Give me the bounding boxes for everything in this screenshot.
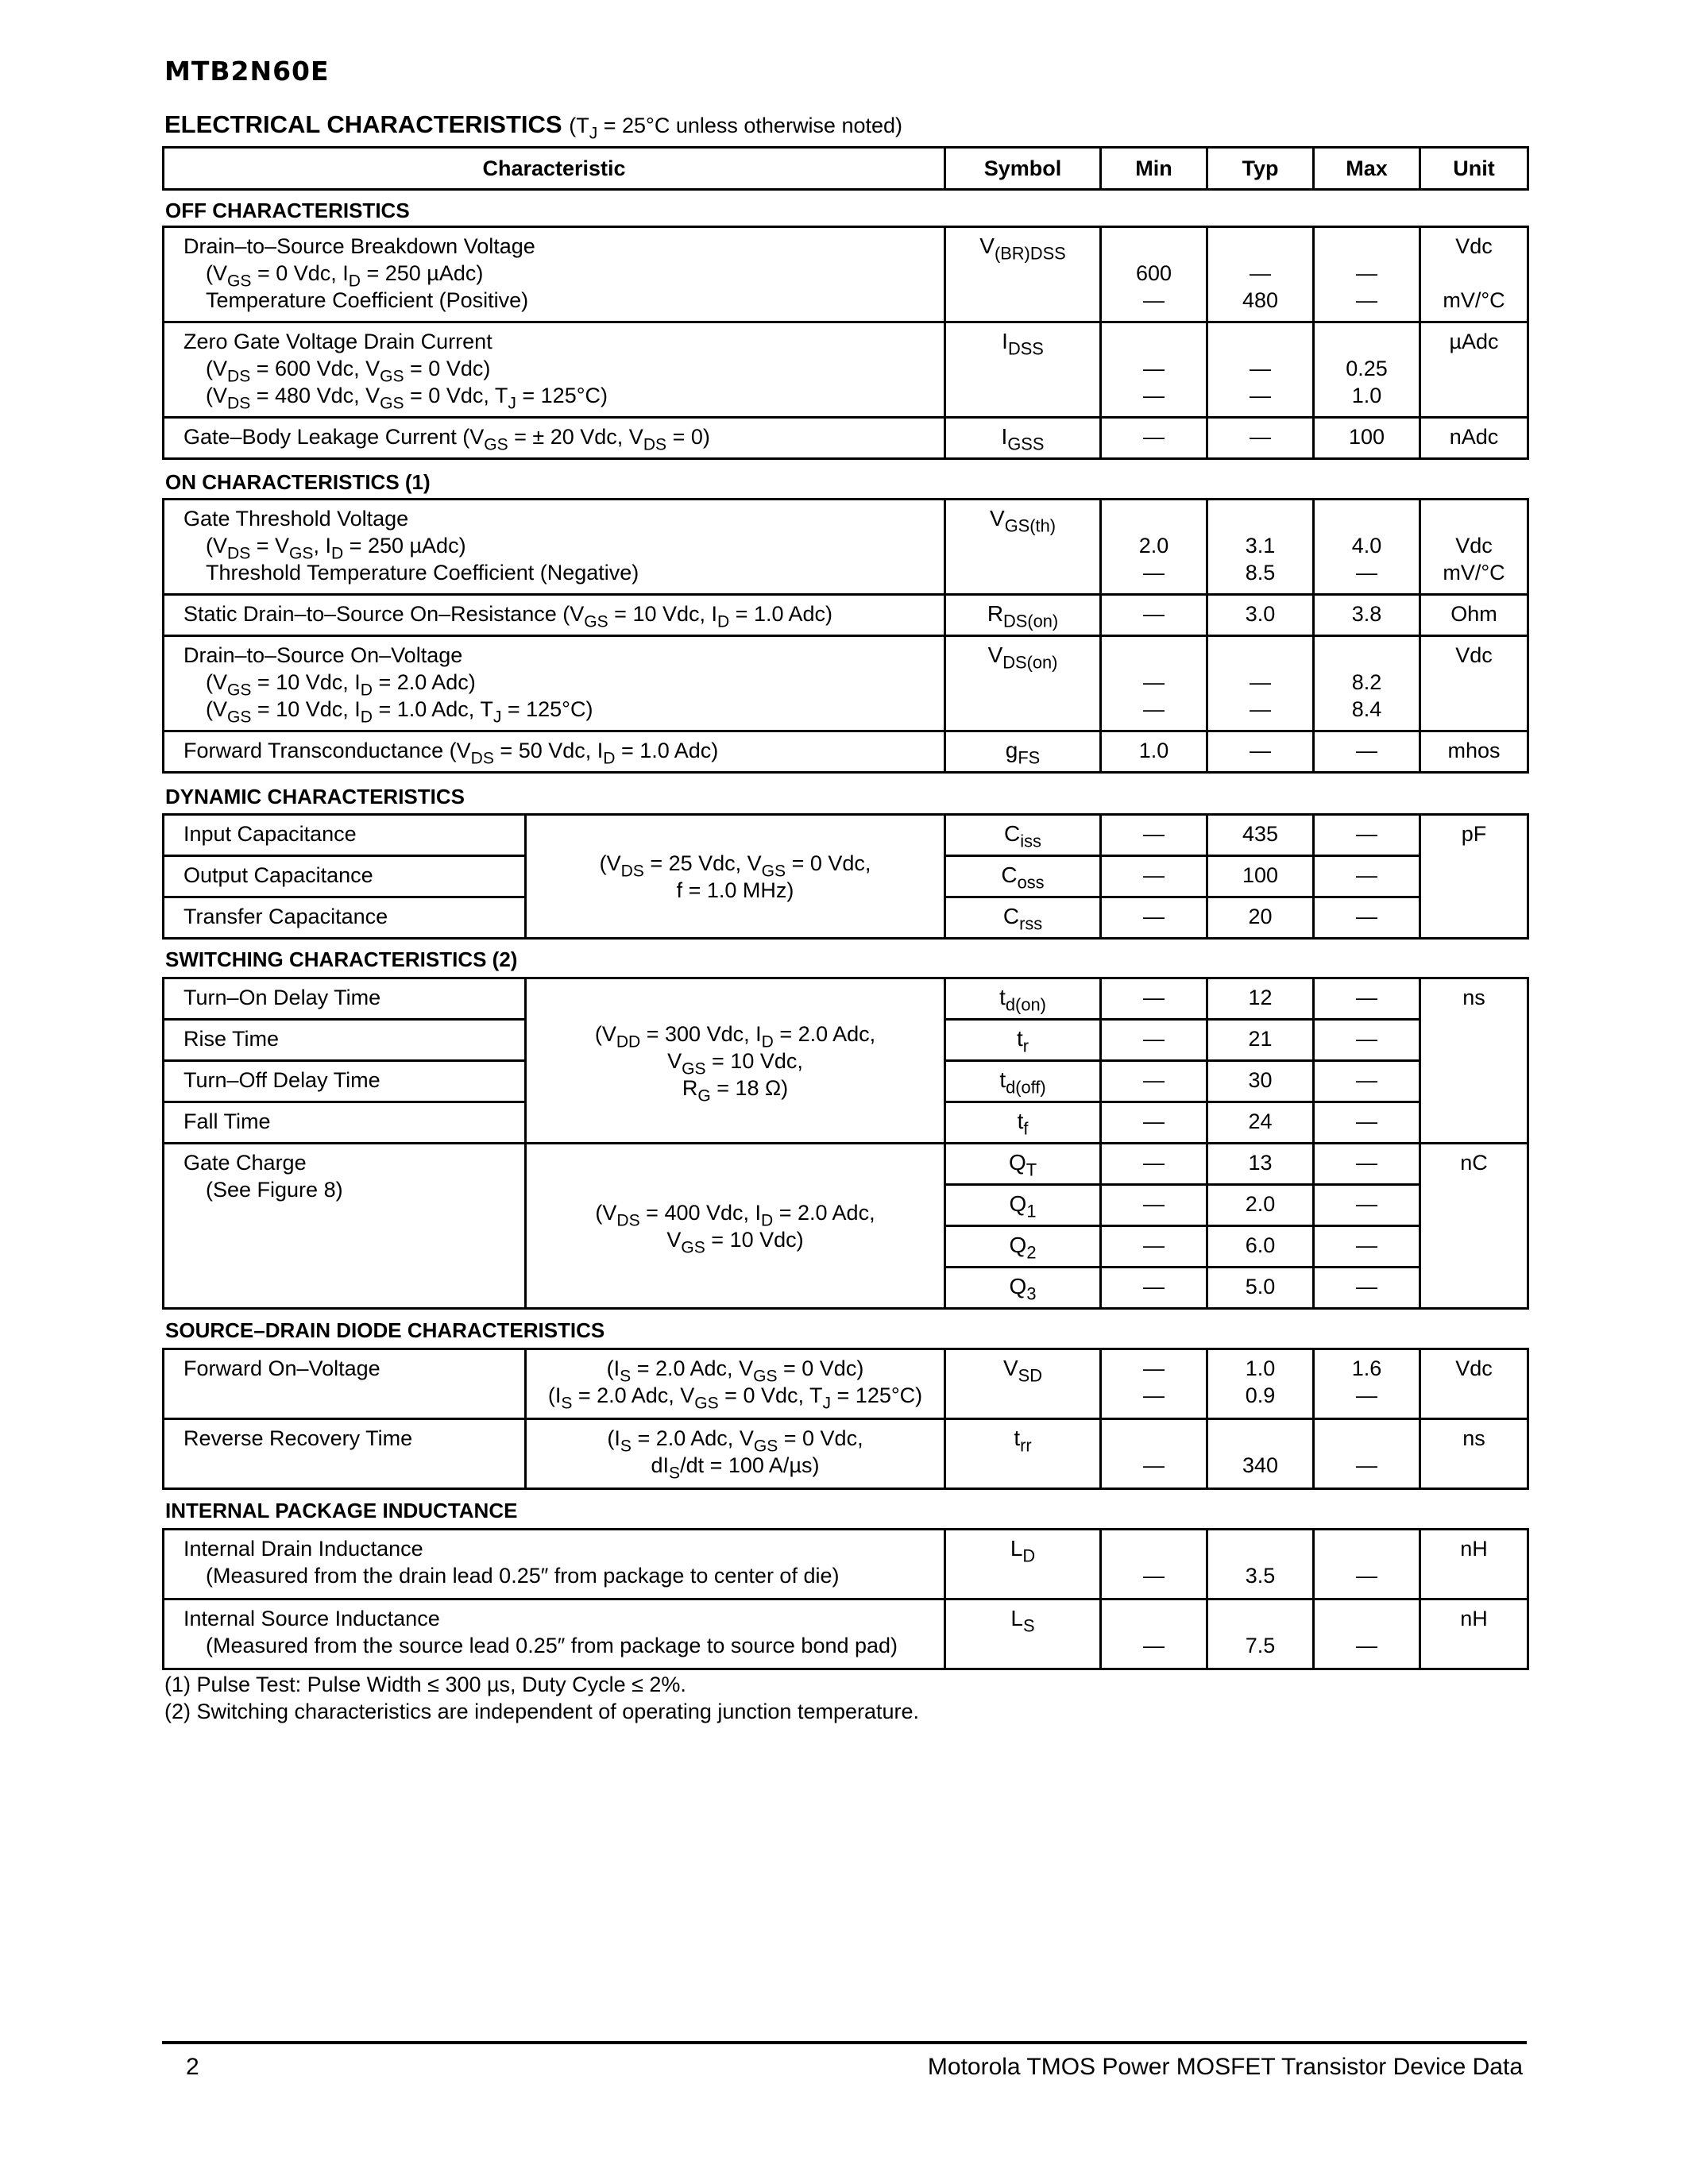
table-row [164,1530,1528,1599]
section-off: OFF CHARACTERISTICS [165,199,410,222]
symbol-cell: $R_{DS(on)}$ [945,595,1101,636]
characteristic-cell: Input Capacitance [164,815,526,856]
section-switching: SWITCHING CHARACTERISTICS (2) [165,947,518,971]
symbol-cell: $Q_2$ [945,1226,1101,1268]
min-cell: — [1101,1061,1207,1102]
characteristic-cell: Static Drain–to–Source On–Resistance ($V_{GS} = 10$ Vdc, $I_D = 1.0$ Adc) [164,595,945,636]
symbol-cell: $I_{GSS}$ [945,418,1101,459]
symbol-cell: $V_{SD}$ [945,1349,1101,1419]
min-cell: — [1101,1102,1207,1144]
min-cell: — [1101,897,1207,939]
section-inductance: INTERNAL PACKAGE INDUCTANCE [165,1499,518,1522]
symbol-cell: $V_{DS(on)}$ [945,636,1101,731]
characteristic-cell: Forward Transconductance ($V_{DS} = 50$ Vdc, $I_D = 1.0$ Adc) [164,731,945,773]
characteristic-cell: Reverse Recovery Time [164,1419,526,1489]
col-characteristic: Characteristic [164,148,945,190]
min-cell: — [1101,1226,1207,1268]
max-cell: — [1314,897,1420,939]
min-cell: — [1101,1268,1207,1309]
footnote: (2) Switching characteristics are independent of operating junction temperature. [164,1700,920,1723]
page-number: 2 [186,2054,199,2080]
max-cell: — [1314,815,1420,856]
max-cell: 4.0 — [1314,500,1420,595]
table-row [164,595,1528,636]
typ-cell: 24 [1207,1102,1314,1144]
typ-cell: 7.5 [1207,1599,1314,1669]
switching-table [162,977,1529,1310]
characteristic-cell: Gate–Body Leakage Current ($V_{GS}$ = ± 20 Vdc, $V_{DS} = 0$) [164,418,945,459]
unit-cell: Vdc [1420,636,1528,731]
condition-cell: ($I_S = 2.0$ Adc, $V_{GS} = 0$ Vdc) ($I_S = 2.0$ Adc, $V_{GS} = 0$ Vdc, $T_J = 125^\circ C$) [526,1349,945,1419]
characteristic-cell: Forward On–Voltage [164,1349,526,1419]
symbol-cell: $Q_T$ [945,1144,1101,1185]
typ-cell: 3.1 8.5 [1207,500,1314,595]
symbol-cell: $t_{d(on)}$ [945,978,1101,1020]
symbol-cell: $C_{rss}$ [945,897,1101,939]
table-row [164,418,1528,459]
characteristic-cell: Internal Source Inductance (Measured from the source lead 0.25″ from package to source bond pad) [164,1599,945,1669]
header-table [162,146,1529,191]
unit-cell: Ohm [1420,595,1528,636]
min-cell: — [1101,1185,1207,1226]
min-cell: — — [1101,636,1207,731]
symbol-cell: $V_{(BR)DSS}$ [945,227,1101,322]
min-cell: — — [1101,322,1207,418]
max-cell: — [1314,1061,1420,1102]
typ-cell: — 480 [1207,227,1314,322]
footer-title: Motorola TMOS Power MOSFET Transistor Device Data [927,2054,1523,2080]
table-row [164,500,1528,595]
symbol-cell: $V_{GS(th)}$ [945,500,1101,595]
min-cell: — [1101,1599,1207,1669]
min-cell: 600 — [1101,227,1207,322]
max-cell: — [1314,1419,1420,1489]
symbol-cell: $Q_1$ [945,1185,1101,1226]
table-row [164,1419,1528,1489]
typ-cell: — [1207,731,1314,773]
typ-cell: — — [1207,322,1314,418]
characteristic-cell: Internal Drain Inductance (Measured from the drain lead 0.25″ from package to center of die) [164,1530,945,1599]
max-cell: — [1314,731,1420,773]
col-min: Min [1101,148,1207,190]
dynamic-table [162,813,1529,940]
characteristic-cell: Drain–to–Source On–Voltage ($V_{GS} = 10$ Vdc, $I_D = 2.0$ Adc) ($V_{GS} = 10$ Vdc, $I_D = 1.0$ Adc, $T_J = 125^\circ C$) [164,636,945,731]
typ-cell: 21 [1207,1020,1314,1061]
table-row [164,636,1528,731]
symbol-cell: $I_{DSS}$ [945,322,1101,418]
symbol-cell: $Q_3$ [945,1268,1101,1309]
unit-cell: nH [1420,1599,1528,1669]
characteristic-cell: Rise Time [164,1020,526,1061]
section-dynamic: DYNAMIC CHARACTERISTICS [165,785,465,808]
col-unit: Unit [1420,148,1528,190]
unit-cell: ns [1420,978,1528,1144]
symbol-cell: $L_S$ [945,1599,1101,1669]
unit-cell: nAdc [1420,418,1528,459]
off-table [162,226,1529,460]
min-cell: — [1101,856,1207,897]
table-row [164,1599,1528,1669]
typ-cell: 20 [1207,897,1314,939]
max-cell: — — [1314,227,1420,322]
heading-title: ELECTRICAL CHARACTERISTICS [164,110,562,138]
unit-cell: Vdc [1420,1349,1528,1419]
max-cell: — [1314,978,1420,1020]
max-cell: — [1314,1226,1420,1268]
typ-cell: 1.0 0.9 [1207,1349,1314,1419]
unit-cell: nH [1420,1530,1528,1599]
characteristic-cell: Output Capacitance [164,856,526,897]
characteristic-cell: Transfer Capacitance [164,897,526,939]
max-cell: 1.6 — [1314,1349,1420,1419]
unit-cell: ns [1420,1419,1528,1489]
max-cell: — [1314,1102,1420,1144]
typ-cell: 6.0 [1207,1226,1314,1268]
typ-cell: — — [1207,636,1314,731]
col-typ: Typ [1207,148,1314,190]
characteristic-cell: Drain–to–Source Breakdown Voltage ($V_{GS} = 0$ Vdc, $I_D = 250$ µAdc) Temperature Coefficient (Positive) [164,227,945,322]
max-cell: 8.2 8.4 [1314,636,1420,731]
characteristic-cell: Gate Charge (See Figure 8) [164,1144,526,1309]
on-table [162,498,1529,774]
characteristic-cell: Turn–Off Delay Time [164,1061,526,1102]
characteristic-cell: Gate Threshold Voltage ($V_{DS} = V_{GS}$, $I_D = 250$ µAdc) Threshold Temperature Coefficient (Negative) [164,500,945,595]
condition-cell: ($I_S = 2.0$ Adc, $V_{GS} = 0$ Vdc, $dI_S/dt = 100$ A/µs) [526,1419,945,1489]
characteristic-cell: Turn–On Delay Time [164,978,526,1020]
condition-cell: ($V_{DD} = 300$ Vdc, $I_D = 2.0$ Adc, $V_{GS} = 10$ Vdc, $R_G = 18$ Ω) [526,978,945,1144]
max-cell: — [1314,1185,1420,1226]
table-row [164,1349,1528,1419]
typ-cell: 2.0 [1207,1185,1314,1226]
symbol-cell: $C_{iss}$ [945,815,1101,856]
condition-cell: ($V_{DS} = 400$ Vdc, $I_D = 2.0$ Adc, $V_{GS} = 10$ Vdc) [526,1144,945,1309]
table-row [164,1144,1528,1185]
footer-rule [162,2041,1527,2044]
typ-cell: 12 [1207,978,1314,1020]
min-cell: — [1101,1419,1207,1489]
table-row [164,731,1528,773]
symbol-cell: $t_{rr}$ [945,1419,1101,1489]
min-cell: — [1101,815,1207,856]
min-cell: — [1101,978,1207,1020]
max-cell: — [1314,1268,1420,1309]
min-cell: 1.0 [1101,731,1207,773]
max-cell: 100 [1314,418,1420,459]
min-cell: — [1101,1144,1207,1185]
min-cell: — [1101,1020,1207,1061]
typ-cell: 13 [1207,1144,1314,1185]
typ-cell: 100 [1207,856,1314,897]
column-header-row [164,148,1528,190]
typ-cell: 30 [1207,1061,1314,1102]
typ-cell: 5.0 [1207,1268,1314,1309]
footnote: (1) Pulse Test: Pulse Width ≤ 300 µs, Duty Cycle ≤ 2%. [164,1673,686,1696]
characteristic-cell: Zero Gate Voltage Drain Current ($V_{DS} = 600$ Vdc, $V_{GS} = 0$ Vdc) ($V_{DS} = 480$ Vdc, $V_{GS} = 0$ Vdc, $T_J = 125^\circ C$) [164,322,945,418]
min-cell: — — [1101,1349,1207,1419]
characteristic-cell: Fall Time [164,1102,526,1144]
max-cell: 3.8 [1314,595,1420,636]
max-cell: — [1314,856,1420,897]
unit-cell: nC [1420,1144,1528,1309]
typ-cell: 3.0 [1207,595,1314,636]
table-row [164,227,1528,322]
symbol-cell: $t_{d(off)}$ [945,1061,1101,1102]
table-row [164,322,1528,418]
section-heading [164,110,903,143]
symbol-cell: $C_{oss}$ [945,856,1101,897]
unit-cell: pF [1420,815,1528,939]
inductance-table [162,1528,1529,1670]
max-cell: 0.25 1.0 [1314,322,1420,418]
heading-condition: ($T_J = 25^\circ C$ unless otherwise noted) [569,114,903,143]
symbol-cell: $g_{FS}$ [945,731,1101,773]
table-row [164,815,1528,856]
typ-cell: 435 [1207,815,1314,856]
unit-cell: µAdc [1420,322,1528,418]
condition-cell: ($V_{DS} = 25$ Vdc, $V_{GS} = 0$ Vdc, f = 1.0 MHz) [526,815,945,939]
footnotes [164,1671,919,1725]
min-cell: — [1101,595,1207,636]
part-number: MTB2N60E [164,56,330,87]
section-on: ON CHARACTERISTICS (1) [165,470,431,494]
table-row [164,978,1528,1020]
section-diode: SOURCE–DRAIN DIODE CHARACTERISTICS [165,1318,605,1342]
symbol-cell: $t_f$ [945,1102,1101,1144]
typ-cell: 3.5 [1207,1530,1314,1599]
max-cell: — [1314,1599,1420,1669]
col-max: Max [1314,148,1420,190]
col-symbol: Symbol [945,148,1101,190]
diode-table [162,1348,1529,1490]
max-cell: — [1314,1020,1420,1061]
typ-cell: — [1207,418,1314,459]
max-cell: — [1314,1530,1420,1599]
min-cell: — [1101,1530,1207,1599]
min-cell: — [1101,418,1207,459]
min-cell: 2.0 — [1101,500,1207,595]
symbol-cell: $L_D$ [945,1530,1101,1599]
unit-cell: Vdc mV/°C [1420,227,1528,322]
max-cell: — [1314,1144,1420,1185]
typ-cell: 340 [1207,1419,1314,1489]
unit-cell: mhos [1420,731,1528,773]
unit-cell: Vdc mV/°C [1420,500,1528,595]
symbol-cell: $t_r$ [945,1020,1101,1061]
